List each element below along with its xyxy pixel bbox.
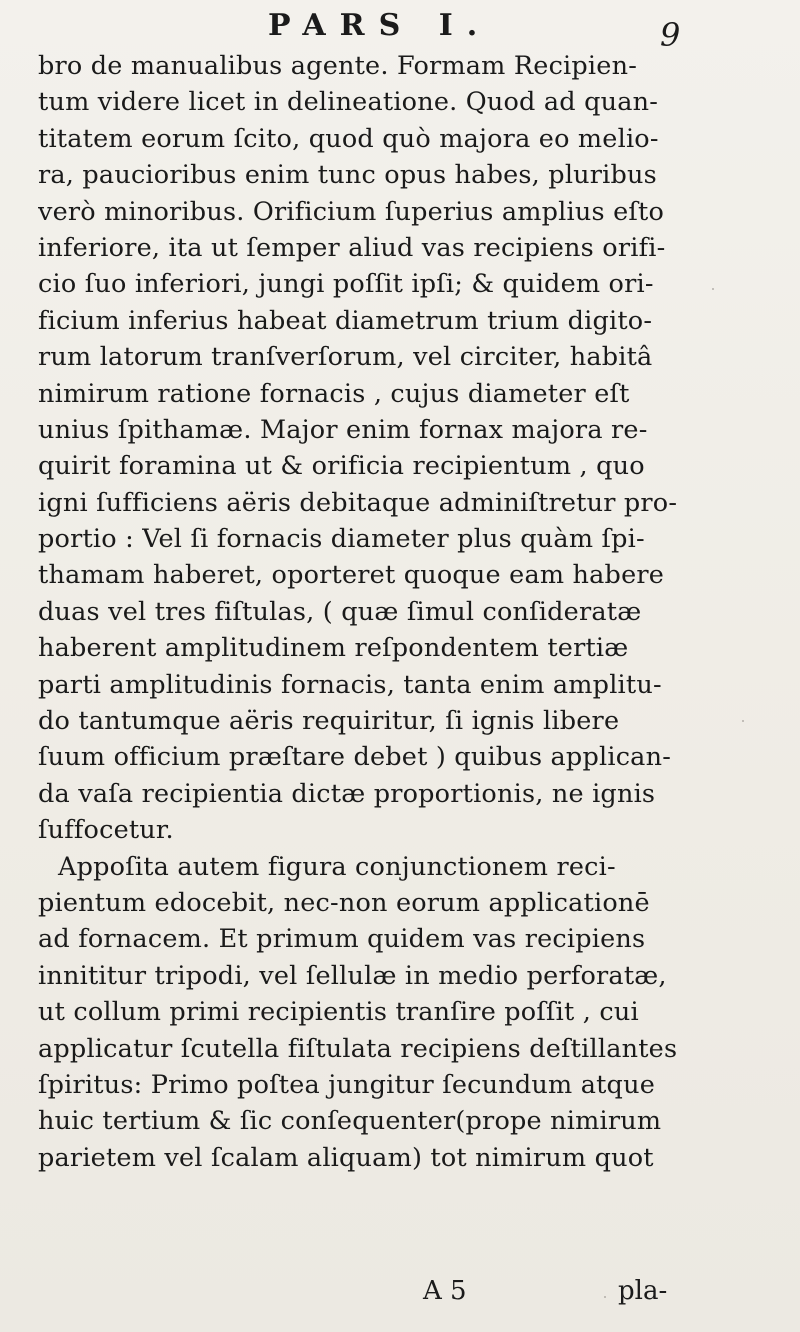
text-line: ſuffocetur. (38, 815, 174, 846)
text-line: nimirum ratione fornacis , cujus diameter eſt (38, 378, 630, 409)
running-head: PARS I. (268, 8, 492, 43)
paragraph-start-line: Appoſita autem figura conjunctionem reci- (58, 851, 616, 882)
text-line: duas vel tres fiſtulas, ( quæ ſimul conſideratæ (38, 596, 642, 627)
text-line: parietem vel ſcalam aliquam) tot nimirum quot (38, 1142, 654, 1173)
text-line: tum videre licet in delineatione. Quod ad quan- (38, 87, 659, 118)
text-line: haberent amplitudinem reſpondentem tertiæ (38, 633, 629, 664)
body-text (38, 48, 758, 1176)
text-line: igni ſufficiens aëris debitaque adminiſtretur pro- (38, 487, 678, 518)
text-line: ficium inferius habeat diametrum trium digito- (38, 305, 653, 336)
text-line: portio : Vel ſi fornacis diameter plus quàm ſpi- (38, 524, 645, 555)
text-line: parti amplitudinis fornacis, tanta enim amplitu- (38, 669, 662, 700)
page-footer (38, 1276, 758, 1316)
text-line: ad fornacem. Et primum quidem vas recipiens (38, 924, 646, 955)
paper-speck (712, 288, 714, 290)
catchword: pla- (618, 1276, 668, 1306)
page-number: 9 (660, 16, 681, 54)
text-line: cio ſuo inferiori, jungi poſſit ipſi; & quidem ori- (38, 269, 654, 300)
text-line: applicatur ſcutella fiſtulata recipiens deſtillantes (38, 1033, 678, 1064)
text-line: thamam haberet, oporteret quoque eam habere (38, 560, 665, 591)
text-line: pientum edocebit, nec-non eorum applicationē (38, 887, 650, 918)
page-header (0, 6, 800, 54)
paper-speck (604, 1296, 606, 1298)
text-line: rum latorum tranſverſorum, vel circiter, habitâ (38, 342, 653, 373)
text-line: ra, paucioribus enim tunc opus habes, pluribus (38, 160, 657, 191)
text-line: huic tertium & ſic conſequenter(prope nimirum (38, 1106, 662, 1137)
text-line: quirit foramina ut & orificia recipientum , quo (38, 451, 645, 482)
text-line: titatem eorum ſcito, quod quò majora eo melio- (38, 123, 659, 154)
text-line: inferiore, ita ut ſemper aliud vas recipiens orifi- (38, 232, 666, 263)
paper-speck (742, 720, 744, 722)
signature-mark: A 5 (423, 1276, 467, 1306)
text-line: do tantumque aëris requiritur, ſi ignis libere (38, 706, 620, 737)
text-line: da vaſa recipientia dictæ proportionis, ne ignis (38, 778, 656, 809)
text-line: bro de manualibus agente. Formam Recipien- (38, 51, 638, 81)
text-line: innititur tripodi, vel ſellulæ in medio perforatæ, (38, 960, 667, 991)
text-line: unius ſpithamæ. Major enim fornax majora re- (38, 414, 648, 445)
text-line: verò minoribus. Orificium ſuperius amplius eſto (38, 196, 665, 227)
text-line: ſpiritus: Primo poſtea jungitur ſecundum atque (38, 1069, 655, 1100)
text-line: ſuum officium præſtare debet ) quibus applican- (38, 742, 672, 773)
text-line: ut collum primi recipientis tranſire poſſit , cui (38, 997, 639, 1028)
